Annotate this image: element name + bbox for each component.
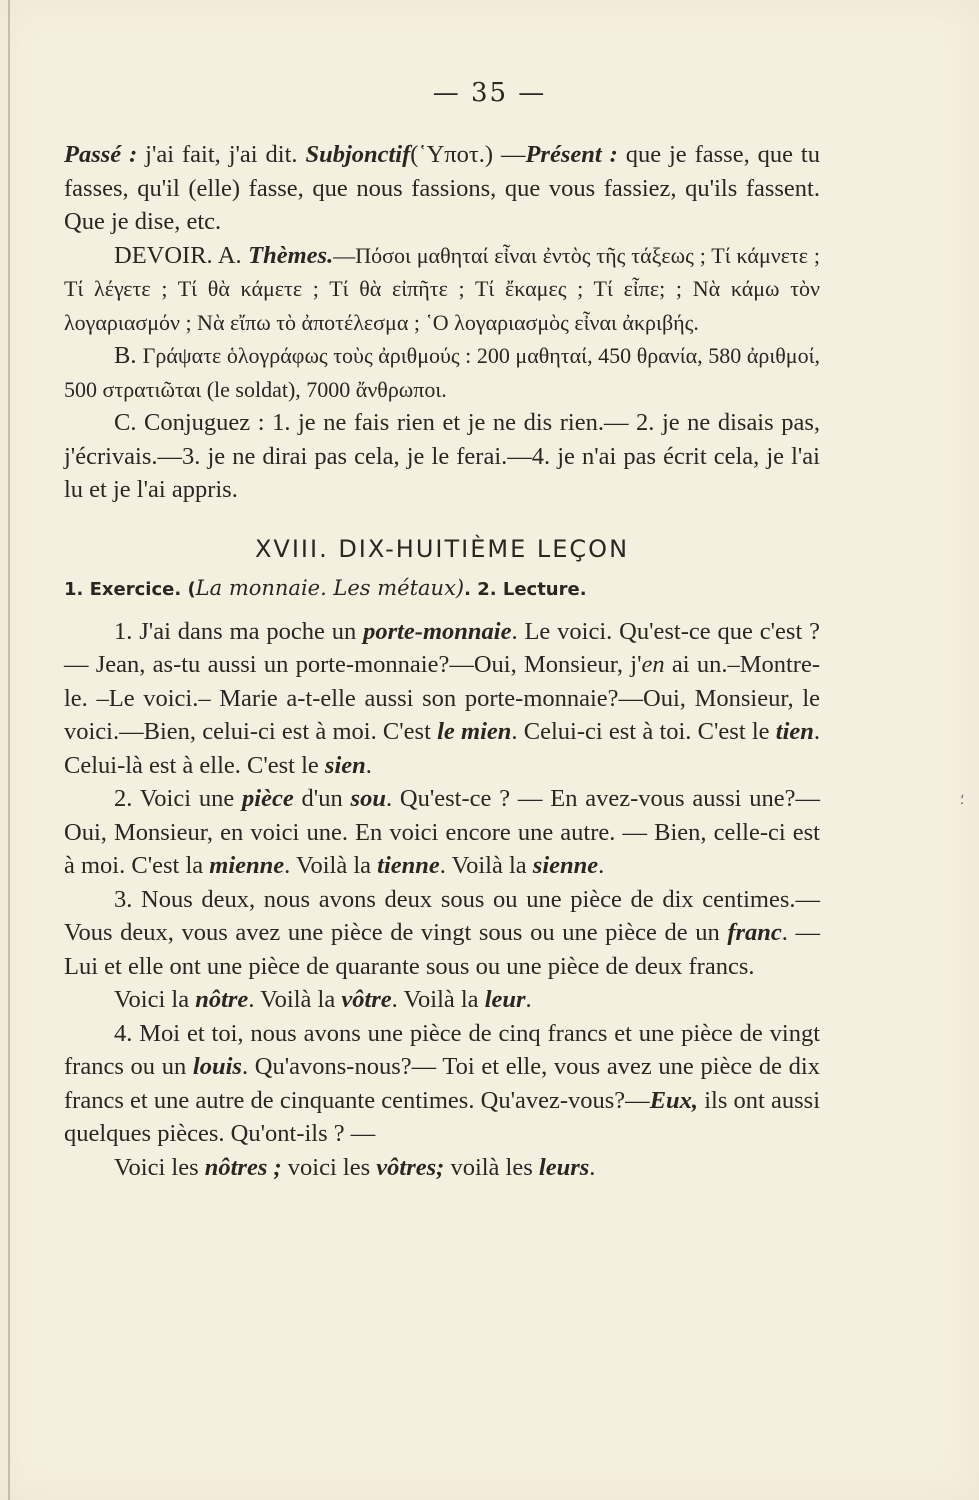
page-binding-edge [8, 0, 10, 1500]
reading-section-3: 3. Nous deux, nous avons deux sous ou une pièce de dix centimes.—Vous deux, vous avez une pièce de vingt sous ou une pièce de un franc. — Lui et elle ont une pièce de quarante sous ou une pièce de deux francs. [64, 885, 821, 980]
paragraph-passe-subjonctif: Passé : j'ai fait, j'ai dit. Subjonctif(῾Υποτ.) —Présent : que je fasse, que tu fasses, qu'il (elle) fasse, que nous fassions, que vous fassiez, qu'ils fassent. Que je dise, etc. [64, 141, 820, 235]
paragraph-devoir-b: B. Γράψατε ὁλογράφως τοὺς ἀριθμούς : 200 μαθηταί, 450 θρανία, 580 ἀριθμοί, 500 στρατιῶται (le soldat), 7000 ἄνθρωποι. [64, 342, 820, 402]
reading-section-4-cont: Voici les nôtres ; voici les vôtres; voilà les leurs. [114, 1153, 596, 1181]
lesson-heading: XVIII. DIX-HUITIÈME LEÇON [254, 534, 630, 563]
paragraph-devoir-a: DEVOIR. A. Thèmes.—Πόσοι μαθηταί εἶναι ἐντὸς τῆς τάξεως ; Τί κάμνετε ; Τί λέγετε ; Τί θὰ κάμετε ; Τί θὰ εἰπῆτε ; Τί ἔκαμες ; Τί εἶπε; ; Νὰ κάμω τὸν λογαριασμόν ; Νὰ εἴπω τὸ ἀποτέλεσμα ; ῾Ο λογαριασμὸς εἶναι ἀκριβής. [64, 241, 820, 335]
lesson-subheading: 1. Exercice. (La monnaie. Les métaux). 2. Lecture. [64, 576, 587, 600]
reading-section-3-cont: Voici la nôtre. Voilà la vôtre. Voilà la leur. [114, 986, 532, 1013]
reading-section-4: 4. Moi et toi, nous avons une pièce de cinq francs et une pièce de vingt francs ou un louis. Qu'avons-nous?— Toi et elle, vous avez une pièce de dix francs et une autre de cinquante centimes. Qu'avez-vous?—Eux, ils ont aussi quelques pièces. Qu'ont-ils ? — [64, 1019, 820, 1147]
reading-section-1: 1. J'ai dans ma poche un porte-monnaie. Le voici. Qu'est-ce que c'est ? — Jean, as-tu aussi un porte-monnaie?—Oui, Monsieur, j'en ai un.–Montre-le. –Le voici.– Marie a-t-elle aussi son porte-monnaie?—Oui, Monsieur, le voici.—Bien, celui-ci est à moi. C'est le mien. Celui-ci est à toi. C'est le tien. Celui-là est à elle. C'est le sien. [64, 617, 821, 779]
paragraph-devoir-c: C. Conjuguez : 1. je ne fais rien et je ne dis rien.— 2. je ne disais pas, j'écrivais.—3. je ne dirai pas cela, je le ferai.—4. je n'ai pas écrit cela, je l'ai lu et je l'ai appris. [64, 409, 820, 503]
page-number: — 35 — [432, 78, 547, 108]
reading-section-2: 2. Voici une pièce d'un sou. Qu'est-ce ? — En avez-vous aussi une?—Oui, Monsieur, en voici une. En voici encore une autre. — Bien, celle-ci est à moi. C'est la mienne. Voilà la tienne. Voilà la sienne. [64, 785, 820, 879]
page-body [64, 138, 820, 1184]
margin-mark: ⸵ [960, 792, 964, 808]
